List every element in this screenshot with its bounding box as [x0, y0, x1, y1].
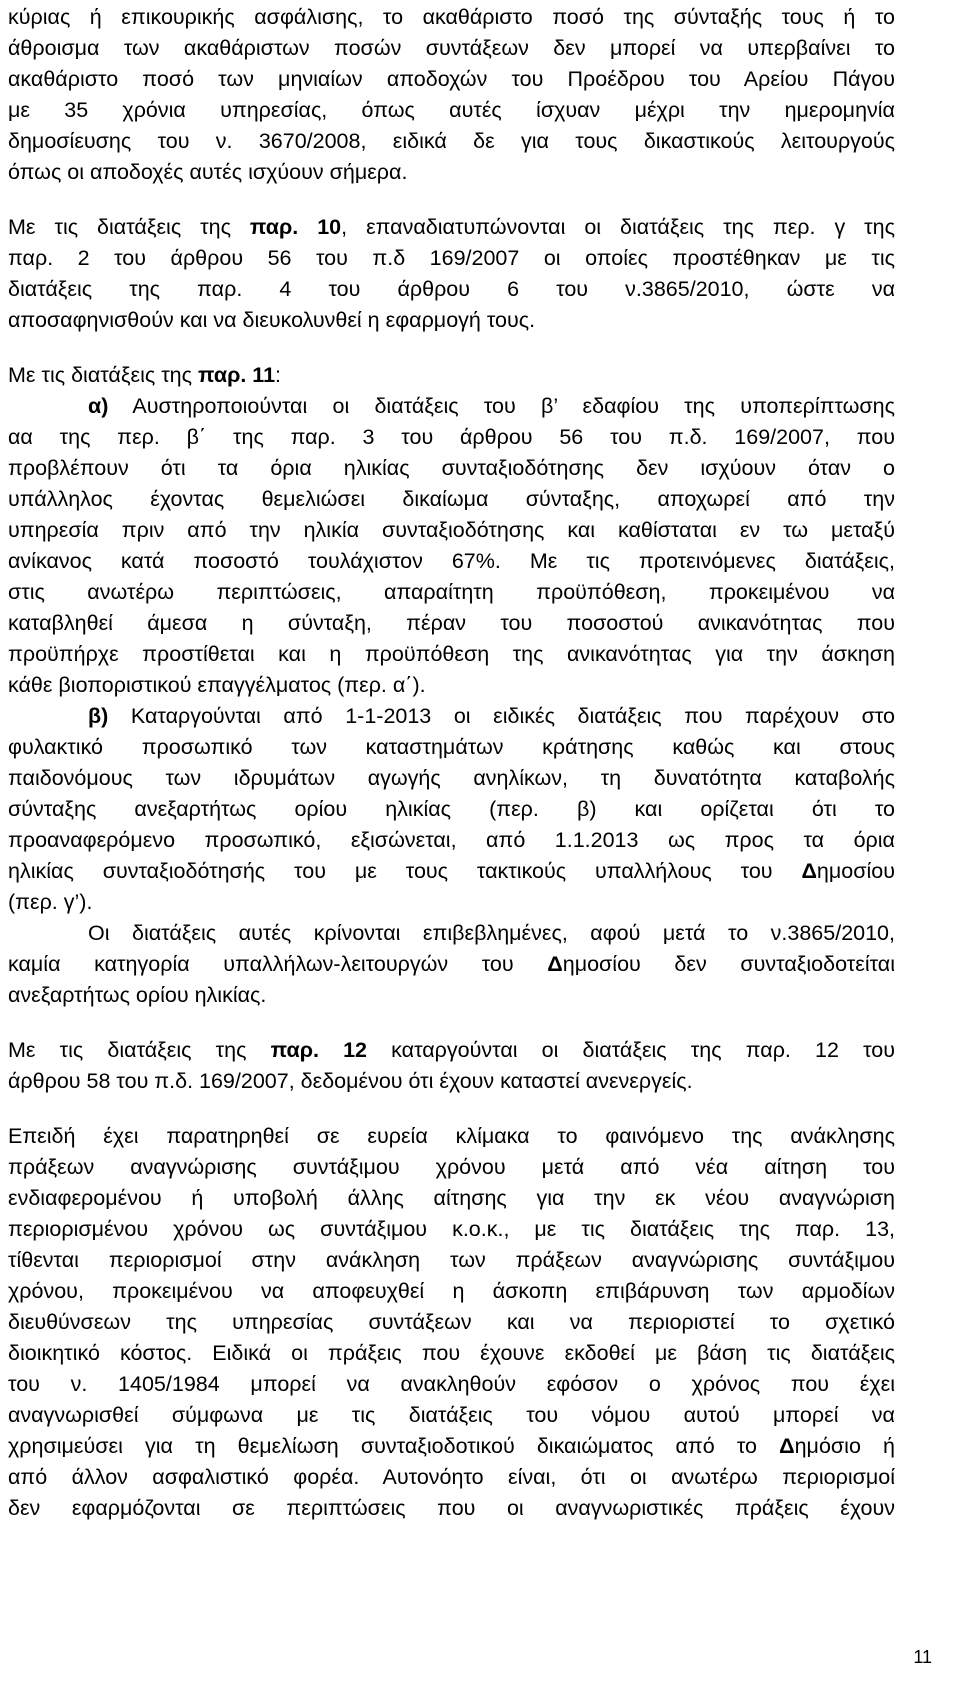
text-line: ανίκανος κατά ποσοστό τουλάχιστον 67%. Με τις προτεινόμενες διατάξεις, — [8, 549, 895, 573]
text-line: Με τις διατάξεις της παρ. 11: — [8, 363, 282, 387]
text-line: προαναφερόμενο προσωπικό, εξισώνεται, από 1.1.2013 ως προς τα όρια — [8, 828, 895, 852]
text-line: τίθενται περιορισμοί στην ανάκληση των πράξεων αναγνώρισης συντάξιμου — [8, 1248, 895, 1272]
text-line: καμία κατηγορία υπαλλήλων-λειτουργών του Δημοσίου δεν συνταξιοδοτείται — [8, 952, 895, 976]
page-number: 11 — [913, 1647, 932, 1667]
text-line: αα της περ. β΄ της παρ. 3 του άρθρου 56 του π.δ. 169/2007, που — [8, 425, 895, 449]
text-line: χρόνου, προκειμένου να αποφευχθεί η άσκοπη επιβάρυνση των αρμοδίων — [8, 1279, 895, 1303]
text-line: β) Καταργούνται από 1-1-2013 οι ειδικές διατάξεις που παρέχουν στο — [88, 704, 895, 728]
text-line: σύνταξης ανεξαρτήτως ορίου ηλικίας (περ. β) και ορίζεται ότι το — [8, 797, 895, 821]
text-line: αναγνωρισθεί σύμφωνα με τις διατάξεις του νόμου αυτού μπορεί να — [8, 1403, 895, 1427]
text-line: υπάλληλος έχοντας θεμελιώσει δικαίωμα σύνταξης, αποχωρεί από την — [8, 487, 895, 511]
text-line: Με τις διατάξεις της παρ. 10, επαναδιατυπώνονται οι διατάξεις της περ. γ της — [8, 215, 895, 239]
text-line: δεν εφαρμόζονται σε περιπτώσεις που οι αναγνωριστικές πράξεις έχουν — [8, 1496, 895, 1520]
text-line: με 35 χρόνια υπηρεσίας, όπως αυτές ίσχυαν μέχρι την ημερομηνία — [8, 98, 895, 122]
text-line: Με τις διατάξεις της παρ. 12 καταργούνται οι διατάξεις της παρ. 12 του — [8, 1038, 895, 1062]
text-line: διοικητικό κόστος. Ειδικά οι πράξεις που έχουνε εκδοθεί με βάση τις διατάξεις — [8, 1341, 895, 1365]
text-line: πράξεων αναγνώρισης συντάξιμου χρόνου μετά από νέα αίτηση του — [8, 1155, 895, 1179]
text-line: του ν. 1405/1984 μπορεί να ανακληθούν εφόσον ο χρόνος που έχει — [8, 1372, 895, 1396]
text-line: παιδονόμους των ιδρυμάτων αγωγής ανηλίκων, τη δυνατότητα καταβολής — [8, 766, 895, 790]
text-line: παρ. 2 του άρθρου 56 του π.δ 169/2007 οι οποίες προστέθηκαν με τις — [8, 246, 895, 270]
text-line: φυλακτικό προσωπικό των καταστημάτων κράτησης καθώς και στους — [8, 735, 895, 759]
text-line: κύριας ή επικουρικής ασφάλισης, το ακαθάριστο ποσό της σύνταξής τους ή το — [8, 5, 895, 29]
text-line: ακαθάριστο ποσό των μηνιαίων αποδοχών του Προέδρου του Αρείου Πάγου — [8, 67, 895, 91]
text-line: προβλέπουν ότι τα όρια ηλικίας συνταξιοδότησης δεν ισχύουν όταν ο — [8, 456, 895, 480]
text-line: άρθρου 58 του π.δ. 169/2007, δεδομένου ότι έχουν καταστεί ανενεργείς. — [8, 1069, 693, 1093]
text-line: από άλλον ασφαλιστικό φορέα. Αυτονόητο είναι, ότι οι ανωτέρω περιορισμοί — [8, 1465, 895, 1489]
text-line: χρησιμεύσει για τη θεμελίωση συνταξιοδοτικού δικαιώματος από το Δημόσιο ή — [8, 1434, 895, 1458]
text-line: διατάξεις της παρ. 4 του άρθρου 6 του ν.3865/2010, ώστε να — [8, 277, 895, 301]
text-line: στις ανωτέρω περιπτώσεις, απαραίτητη προϋπόθεση, προκειμένου να — [8, 580, 895, 604]
text-line: (περ. γ’). — [8, 890, 93, 914]
text-line: αποσαφηνισθούν και να διευκολυνθεί η εφαρμογή τους. — [8, 308, 536, 332]
text-line: ενδιαφερομένου ή υποβολή άλλης αίτησης για την εκ νέου αναγνώριση — [8, 1186, 895, 1210]
text-line: όπως οι αποδοχές αυτές ισχύουν σήμερα. — [8, 160, 408, 184]
text-line: ηλικίας συνταξιοδότησής του με τους τακτικούς υπαλλήλους του Δημοσίου — [8, 859, 895, 883]
text-line: κάθε βιοποριστικού επαγγέλματος (περ. α΄). — [8, 673, 426, 697]
text-line: περιορισμένου χρόνου ως συντάξιμου κ.ο.κ., με τις διατάξεις της παρ. 13, — [8, 1217, 895, 1241]
text-line: α) Αυστηροποιούνται οι διατάξεις του β’ εδαφίου της υποπερίπτωσης — [88, 394, 895, 418]
text-line: δημοσίευσης του ν. 3670/2008, ειδικά δε για τους δικαστικούς λειτουργούς — [8, 129, 895, 153]
text-line: Επειδή έχει παρατηρηθεί σε ευρεία κλίμακα το φαινόμενο της ανάκλησης — [8, 1124, 895, 1148]
text-line: άθροισμα των ακαθάριστων ποσών συντάξεων δεν μπορεί να υπερβαίνει το — [8, 36, 895, 60]
text-line: προϋπήρχε προστίθεται και η προϋπόθεση της ανικανότητας για την άσκηση — [8, 642, 895, 666]
text-line: Οι διατάξεις αυτές κρίνονται επιβεβλημένες, αφού μετά το ν.3865/2010, — [88, 921, 895, 945]
text-line: υπηρεσία πριν από την ηλικία συνταξιοδότησης και καθίσταται εν τω μεταξύ — [8, 518, 895, 542]
text-line: καταβληθεί άμεσα η σύνταξη, πέραν του ποσοστού ανικανότητας που — [8, 611, 895, 635]
text-line: ανεξαρτήτως ορίου ηλικίας. — [8, 983, 267, 1007]
text-line: διευθύνσεων της υπηρεσίας συντάξεων και να περιοριστεί το σχετικό — [8, 1310, 895, 1334]
